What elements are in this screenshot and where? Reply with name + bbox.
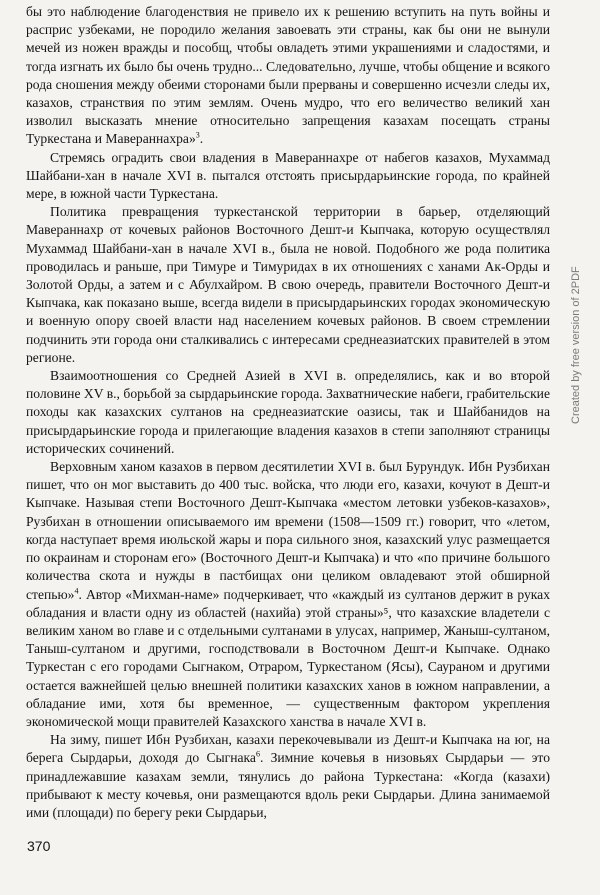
paragraph-6: На зиму, пишет Ибн Рузбихан, казахи перекочевывали из Дешт-и Кыпчака на юг, на берега Сырдарьи, доходя до Сыгнака$^6$. Зимние кочевья в низовьях Сырдарьи — это принадлежавшие казахам земли, тянулись до района Туркестана: «Когда (казахи) прибывают к месту кочевья, они размещаются вдоль реки Сырдарьи. Длина занимаемой ими (площади) по берегу реки Сырдарьи, [26, 732, 550, 820]
paragraph-4: Взаимоотношения со Средней Азией в XVI в. определялись, как и во второй половине XV в., борьбой за сырдарьинские города. Захватнические набеги, грабительские походы как казахских султанов на среднеазиатские оазисы, так и Шайбанидов на присырдарьинские города и прилегающие владения казахов в степи заполняют страницы исторических сочинений. [26, 368, 550, 456]
paragraph-5: Верховным ханом казахов в первом десятилетии XVI в. был Бурундук. Ибн Рузбихан пишет, что он мог выставить до 400 тыс. войска, что люди его, казахи, кочуют в Дешт-и Кыпчаке. Называя степи Восточного Дешт-Кыпчака «местом летовки узбеков-казахов», Рузбихан в отношении описываемого им времени (1508—1509 гг.) говорит, что «летом, когда наступает время июльской жары и пора сильного зноя, казахский улус размещается по окраинам и сторонам его» (Восточного Дешт-и Кыпчака) и что «по причине большого количества скота и нужды в пастбищах они целиком овладевают этой обширной степью»$^4$. Автор «Михман-наме» подчеркивает, что «каждый из султанов держит в руках обладания и власти одну из областей (нахийа) этой страны»⁵, что казахские владетели с великим ханом во главе и с отдельными султанами в улусах, например, Жаныш-султаном, Таныш-султаном и другими, господствовали в Восточном Дешт-и Кыпчаке. Однако Туркестан с его городами Сыгнаком, Отраром, Туркестаном (Ясы), Саураном и другими остается важнейшей целью внешней политики казахских ханов в южном направлении, а обладание ими, хотя бы временное, — существенным фактором укрепления экономической мощи правителей Казахского ханства в начале XVI в. [26, 459, 550, 729]
paragraph-1: бы это наблюдение благоденствия не привело их к решению вступить на путь войны и расприс узбеками, не породило желания завоевать эти страны, как бы они не вынули мечей из ножен вражды и пособщ, чтобы овладеть этими украшениями и сладостями, и тогда изгнать их было бы очень трудно... Следовательно, лучше, чтобы общение и всякого рода сношения между обеими сторонами были прерваны и совершенно исчезли следы их, казахов, странствия по этим землям. Очень мудро, что его величество великий хан изволил высказать мнение относительно запрещения казахам посещать страны Туркестана и Мавераннахра»$^3$. [26, 4, 550, 147]
watermark-text: Created by free version of 2PDF [570, 266, 582, 424]
body-text [26, 3, 550, 822]
page-number: 370 [27, 838, 51, 854]
paragraph-3: Политика превращения туркестанской территории в барьер, отделяющий Мавераннахр от кочевых районов Восточного Дешт-и Кыпчака, которую осуществлял Мухаммад Шайбани-хан в начале XVI в., была не новой. Подобного же рода политика проводилась и раньше, при Тимуре и Тимуридах в их отношениях с ханами Ак-Орды и Золотой Орды, а затем и с Абулхайром. В свою очередь, правители Восточного Дешт-и Кыпчака, как показано выше, всегда видели в присырдарьинских городах экономическую и военную опору своей власти над населением кочевых районов. В своем стремлении подчинить эти города они сталкивались с интересами среднеазиатских правителей в этом регионе. [26, 204, 550, 365]
paragraph-2: Стремясь оградить свои владения в Мавераннахре от набегов казахов, Мухаммад Шайбани-хан в начале XVI в. пытался отстоять присырдарьинские города, по крайней мере, в южной части Туркестана. [26, 149, 550, 202]
